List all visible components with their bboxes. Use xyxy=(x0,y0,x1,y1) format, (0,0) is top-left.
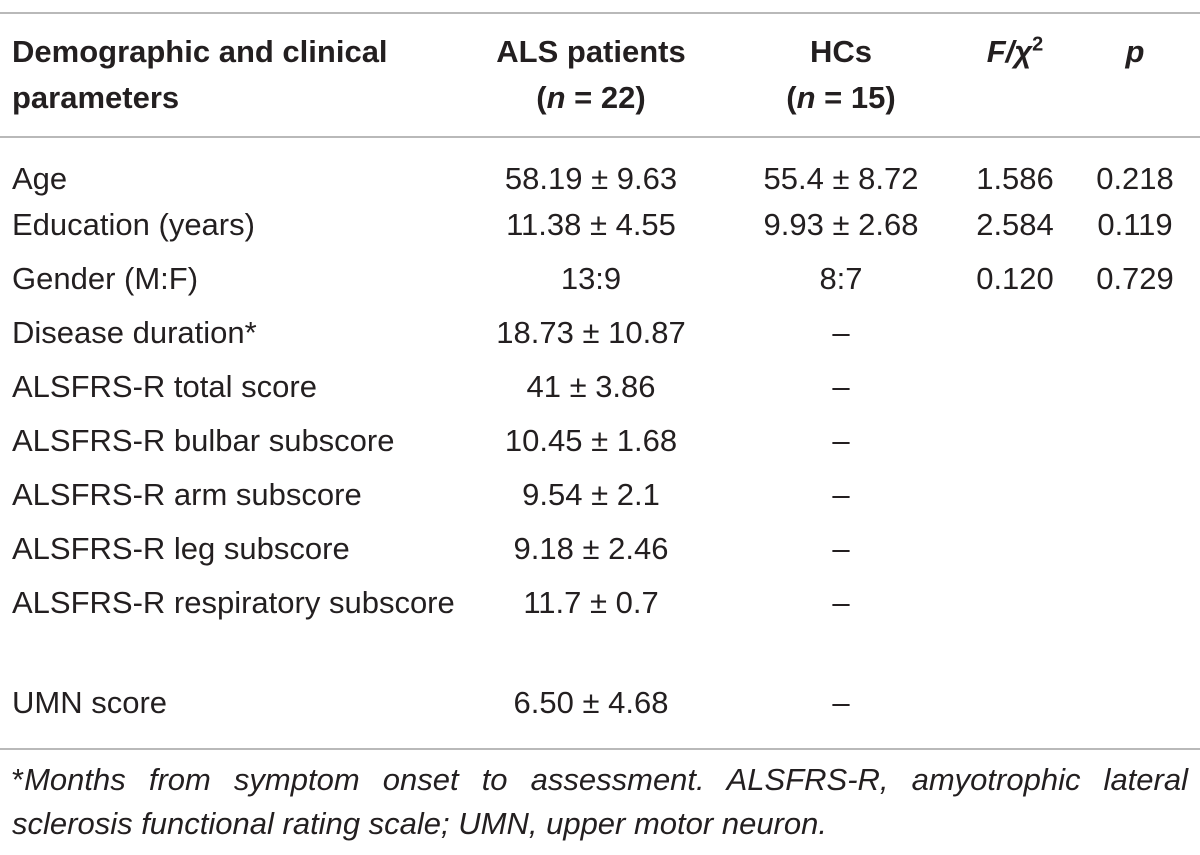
table-row xyxy=(0,680,1200,734)
cell-als: 9.18 ± 2.46 xyxy=(513,531,669,566)
header-f-chi-label: F/χ xyxy=(986,34,1033,69)
header-hc-label: HCs xyxy=(809,34,872,69)
cell-hc: – xyxy=(832,423,850,458)
cell-p xyxy=(1070,310,1200,364)
cell-hc: 9.93 ± 2.68 xyxy=(763,207,919,242)
cell-als: 6.50 ± 4.68 xyxy=(513,685,669,720)
cell-param: ALSFRS-R respiratory subscore xyxy=(12,585,455,620)
cell-hc: – xyxy=(832,685,850,720)
cell-p xyxy=(1070,364,1200,418)
cell-f xyxy=(960,680,1070,734)
cell-als: 9.54 ± 2.1 xyxy=(522,477,660,512)
header-als xyxy=(460,14,722,136)
cell-p: 0.729 xyxy=(1096,261,1174,296)
cell-als: 13:9 xyxy=(560,261,622,296)
cell-param: ALSFRS-R leg subscore xyxy=(12,531,350,566)
cell-als: 11.38 ± 4.55 xyxy=(506,207,676,242)
cell-p xyxy=(1070,418,1200,472)
header-als-label: ALS patients xyxy=(496,34,686,69)
cell-param: ALSFRS-R total score xyxy=(12,369,317,404)
cell-als: 11.7 ± 0.7 xyxy=(523,585,659,620)
header-f-chi-sup: 2 xyxy=(1032,33,1044,56)
cell-p xyxy=(1070,472,1200,526)
table-row xyxy=(0,364,1200,418)
footnote xyxy=(12,758,1188,846)
cell-hc: – xyxy=(832,477,850,512)
header-als-n: (n = 22) xyxy=(536,80,646,115)
cell-param: Education (years) xyxy=(12,207,255,242)
header-f-chi xyxy=(960,14,1070,136)
cell-hc: – xyxy=(832,369,850,404)
table-row xyxy=(0,256,1200,310)
table-row xyxy=(0,202,1200,256)
cell-param: Disease duration* xyxy=(12,315,257,350)
header-param: Demographic and clinical parameters xyxy=(12,34,388,115)
table-row xyxy=(0,310,1200,364)
cell-p: 0.119 xyxy=(1097,207,1173,242)
table-row xyxy=(0,526,1200,580)
footnote-text: Months from symptom onset to assessment. ALSFRS-R, amyotrophic lateral sclerosis functional rating scale; UMN, upper motor neuron. xyxy=(12,762,1188,841)
cell-f xyxy=(960,472,1070,526)
cell-p xyxy=(1070,680,1200,734)
cell-f: 1.586 xyxy=(976,161,1054,196)
header-p: p xyxy=(1125,34,1145,69)
cell-f: 0.120 xyxy=(976,261,1054,296)
cell-hc: – xyxy=(832,585,850,620)
header-hc xyxy=(722,14,960,136)
cell-hc: 8:7 xyxy=(819,261,863,296)
cell-p xyxy=(1070,526,1200,580)
table-row xyxy=(0,418,1200,472)
cell-param: Age xyxy=(12,161,68,196)
cell-als: 10.45 ± 1.68 xyxy=(504,423,678,458)
table-row xyxy=(0,136,1200,202)
cell-als: 58.19 ± 9.63 xyxy=(504,161,678,196)
cell-hc: – xyxy=(832,315,850,350)
cell-hc: – xyxy=(832,531,850,566)
cell-f: 2.584 xyxy=(976,207,1054,242)
header-row xyxy=(0,14,1200,136)
cell-param: UMN score xyxy=(12,685,168,720)
cell-als: 18.73 ± 10.87 xyxy=(496,315,686,350)
table-body xyxy=(0,136,1200,734)
cell-als: 41 ± 3.86 xyxy=(526,369,656,404)
cell-f xyxy=(960,526,1070,580)
cell-p: 0.218 xyxy=(1096,161,1174,196)
cell-p xyxy=(1070,580,1200,680)
cell-param: Gender (M:F) xyxy=(12,261,199,296)
cell-hc: 55.4 ± 8.72 xyxy=(763,161,919,196)
cell-f xyxy=(960,310,1070,364)
header-hc-n: (n = 15) xyxy=(786,80,896,115)
cell-f xyxy=(960,364,1070,418)
footnote-star: * xyxy=(12,762,25,797)
demographics-table xyxy=(0,14,1200,734)
cell-f xyxy=(960,580,1070,680)
cell-param: ALSFRS-R bulbar subscore xyxy=(12,423,395,458)
table-row xyxy=(0,580,1200,680)
cell-f xyxy=(960,418,1070,472)
table-row xyxy=(0,472,1200,526)
cell-param: ALSFRS-R arm subscore xyxy=(12,477,362,512)
bottom-rule xyxy=(0,748,1200,750)
